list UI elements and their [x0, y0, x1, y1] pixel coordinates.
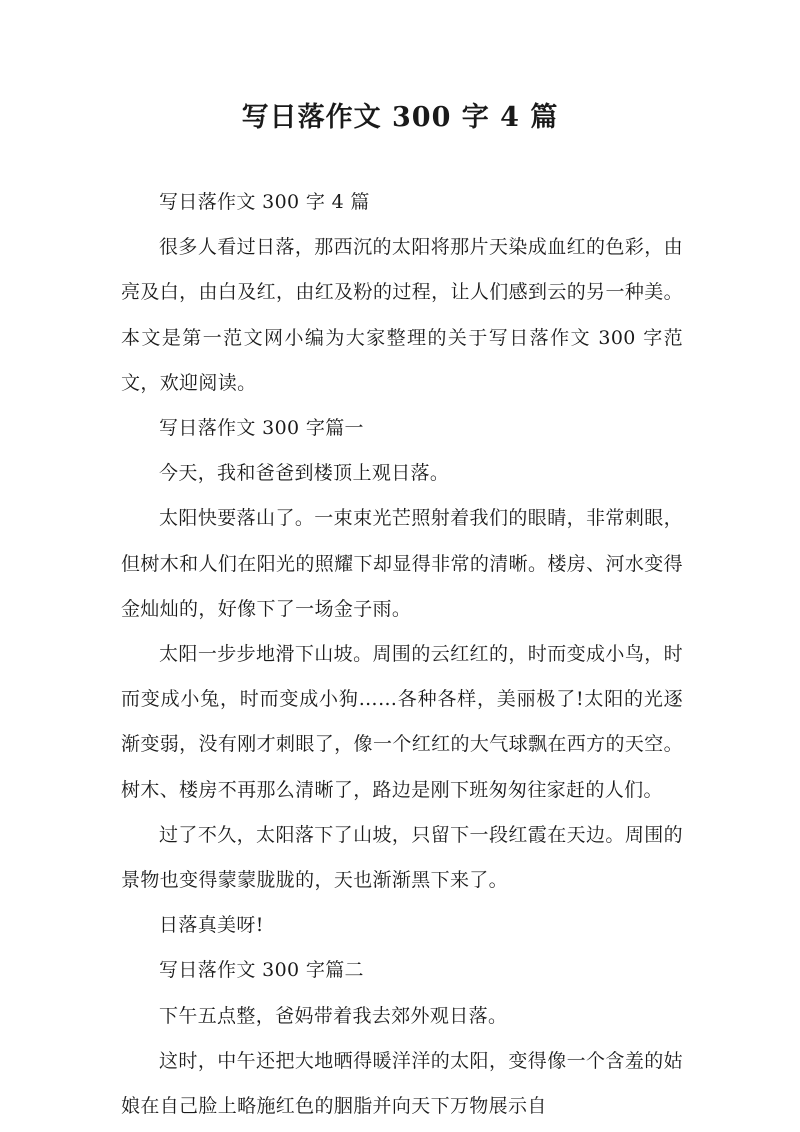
paragraph-intro-title: 写日落作文 300 字 4 篇: [159, 191, 370, 213]
paragraph: 过了不久，太阳落下了山坡，只留下一段红霞在天边。周围的景物也变得蒙蒙胧胧的，天也渐渐黑下来了。: [121, 823, 683, 892]
paragraph: 下午五点整，爸妈带着我去郊外观日落。: [159, 1004, 508, 1027]
document-body: [121, 180, 683, 1129]
document-title: 写日落作文 300 字 4 篇: [241, 102, 559, 133]
section-heading-one: 写日落作文 300 字篇一: [159, 417, 364, 440]
paragraph: 这时，中午还把大地晒得暖洋洋的太阳，变得像一个含羞的姑娘在自己脸上略施红色的胭脂并向天下万物展示自: [121, 1049, 683, 1118]
paragraph: 太阳快要落山了。一束束光芒照射着我们的眼睛，非常刺眼，但树木和人们在阳光的照耀下却显得非常的清晰。楼房、河水变得金灿灿的，好像下了一场金子雨。: [121, 507, 683, 620]
paragraph: 今天，我和爸爸到楼顶上观日落。: [159, 462, 450, 485]
paragraph-intro: 很多人看过日落，那西沉的太阳将那片天染成血红的色彩，由亮及白，由白及红，由红及粉的过程，让人们感到云的另一种美。 本文是第一范文网小编为大家整理的关于写日落作文 300 字范文，欢迎阅读。: [121, 236, 683, 394]
paragraph: 太阳一步步地滑下山坡。周围的云红红的，时而变成小鸟，时而变成小兔，时而变成小狗……各种各样，美丽极了!太阳的光逐渐变弱，没有刚才刺眼了，像一个红红的大气球飘在西方的天空。树木、楼房不再那么清晰了，路边是刚下班匆匆往家赶的人们。: [121, 643, 683, 801]
section-heading-two: 写日落作文 300 字篇二: [159, 959, 364, 982]
paragraph: 日落真美呀!: [159, 914, 264, 937]
